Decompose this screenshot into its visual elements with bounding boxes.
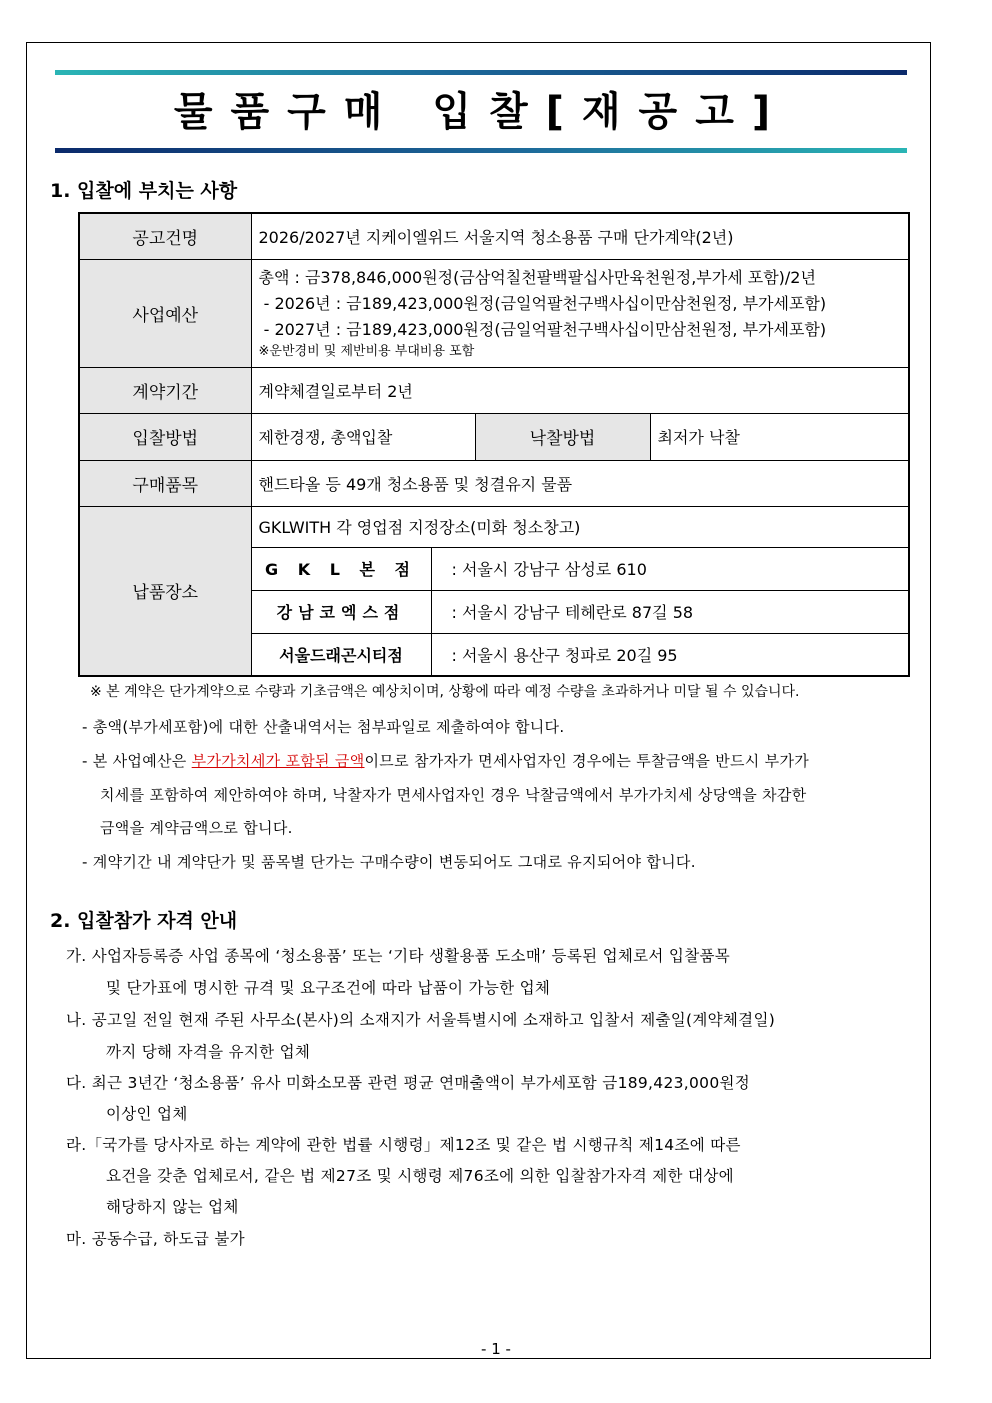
table-row bbox=[79, 259, 909, 367]
item-ra-line1: 라.「국가를 당사자로 하는 계약에 관한 법률 시행령」제12조 및 같은 법 시행규칙 제14조에 따른 bbox=[66, 1136, 741, 1154]
page-number: - 1 - bbox=[481, 1340, 511, 1358]
bullet-2 bbox=[82, 750, 809, 771]
table-row bbox=[79, 213, 909, 259]
notice-label: 공고건명 bbox=[79, 213, 251, 259]
bullet-2-pre: - 본 사업예산은 bbox=[82, 752, 192, 770]
method-value: 제한경쟁, 총액입찰 bbox=[251, 413, 475, 460]
item-na-line2: 까지 당해 자격을 유지한 업체 bbox=[106, 1043, 311, 1061]
item-ra-line2: 요건을 갖춘 업체로서, 같은 법 제27조 및 시행령 제76조에 의한 입찰참가자격 제한 대상에 bbox=[106, 1167, 734, 1185]
star-note: ※ 본 계약은 단가계약으로 수량과 기초금액은 예상치이며, 상황에 따라 예정 수량을 초과하거나 미달 될 수 있습니다. bbox=[90, 684, 800, 700]
item-ma: 마. 공동수급, 하도급 불가 bbox=[66, 1230, 245, 1248]
budget-2027: - 2027년 : 금189,423,000원정(금일억팔천구백사십이만삼천원정, 부가세포함) bbox=[258, 320, 827, 339]
bullet-3: - 계약기간 내 계약단가 및 품목별 단가는 구매수량이 변동되어도 그대로 유지되어야 합니다. bbox=[82, 853, 696, 871]
table-row bbox=[79, 413, 909, 460]
delivery-header: GKLWITH 각 영업점 지정장소(미화 청소창고) bbox=[251, 506, 909, 547]
delivery-label: 납품장소 bbox=[79, 506, 251, 676]
item-ga-line1: 가. 사업자등록증 사업 종목에 ‘청소용품’ 또는 ‘기타 생활용품 도소매’ 등록된 업체로서 입찰품목 bbox=[66, 947, 731, 965]
branch-name: 서울드래곤시티점 bbox=[251, 633, 431, 676]
items-label: 구매품목 bbox=[79, 460, 251, 506]
award-value: 최저가 낙찰 bbox=[650, 413, 909, 460]
branch-address: : 서울시 강남구 테헤란로 87길 58 bbox=[431, 590, 909, 633]
period-value: 계약체결일로부터 2년 bbox=[251, 367, 909, 413]
item-ra-line3: 해당하지 않는 업체 bbox=[106, 1198, 239, 1216]
item-ga-line2: 및 단가표에 명시한 규격 및 요구조건에 따라 납품이 가능한 업체 bbox=[106, 979, 551, 997]
budget-label: 사업예산 bbox=[79, 259, 251, 367]
bullet-2-line2: 치세를 포함하여 제안하여야 하며, 낙찰자가 면세사업자인 경우 낙찰금액에서 부가가치세 상당액을 차감한 bbox=[100, 786, 807, 804]
budget-note: ※운반경비 및 제반비용 부대비용 포함 bbox=[258, 344, 475, 359]
branch-name: 강남코엑스점 bbox=[251, 590, 431, 633]
notice-value: 2026/2027년 지케이엘위드 서울지역 청소용품 구매 단가계약(2년) bbox=[251, 213, 909, 259]
bullet-2-highlight: 부가가치세가 포함된 금액 bbox=[191, 752, 365, 770]
budget-value bbox=[251, 259, 909, 367]
table-row bbox=[79, 460, 909, 506]
item-da-line2: 이상인 업체 bbox=[106, 1105, 188, 1123]
table-row bbox=[79, 367, 909, 413]
period-label: 계약기간 bbox=[79, 367, 251, 413]
bullet-2-post: 이므로 참가자가 면세사업자인 경우에는 투찰금액을 반드시 부가가 bbox=[364, 752, 810, 770]
method-label: 입찰방법 bbox=[79, 413, 251, 460]
page-title: 물품구매 입찰[재공고] bbox=[173, 89, 789, 135]
table-row bbox=[79, 506, 909, 547]
title-bar-top bbox=[55, 70, 907, 75]
branch-address: : 서울시 강남구 삼성로 610 bbox=[431, 547, 909, 590]
bullet-1: - 총액(부가세포함)에 대한 산출내역서는 첨부파일로 제출하여야 합니다. bbox=[82, 718, 565, 736]
section-2-heading: 2. 입찰참가 자격 안내 bbox=[50, 910, 238, 932]
items-value: 핸드타올 등 49개 청소용품 및 청결유지 물품 bbox=[251, 460, 909, 506]
title-bar-bottom bbox=[55, 148, 907, 153]
branch-name: G K L 본 점 bbox=[251, 547, 431, 590]
bid-info-table bbox=[78, 212, 910, 677]
item-na-line1: 나. 공고일 전일 현재 주된 사무소(본사)의 소재지가 서울특별시에 소재하고 입찰서 제출일(계약체결일) bbox=[66, 1011, 776, 1029]
award-label: 낙찰방법 bbox=[475, 413, 650, 460]
bullet-2-line3: 금액을 계약금액으로 합니다. bbox=[100, 819, 293, 837]
item-da-line1: 다. 최근 3년간 ‘청소용품’ 유사 미화소모품 관련 평균 연매출액이 부가세포함 금189,423,000원정 bbox=[66, 1074, 751, 1092]
section-1-heading: 1. 입찰에 부치는 사항 bbox=[50, 180, 238, 202]
budget-total: 총액 : 금378,846,000원정(금삼억칠천팔백팔십사만육천원정,부가세 포함)/2년 bbox=[258, 268, 816, 287]
budget-2026: - 2026년 : 금189,423,000원정(금일억팔천구백사십이만삼천원정, 부가세포함) bbox=[258, 294, 827, 313]
branch-address: : 서울시 용산구 청파로 20길 95 bbox=[431, 633, 909, 676]
